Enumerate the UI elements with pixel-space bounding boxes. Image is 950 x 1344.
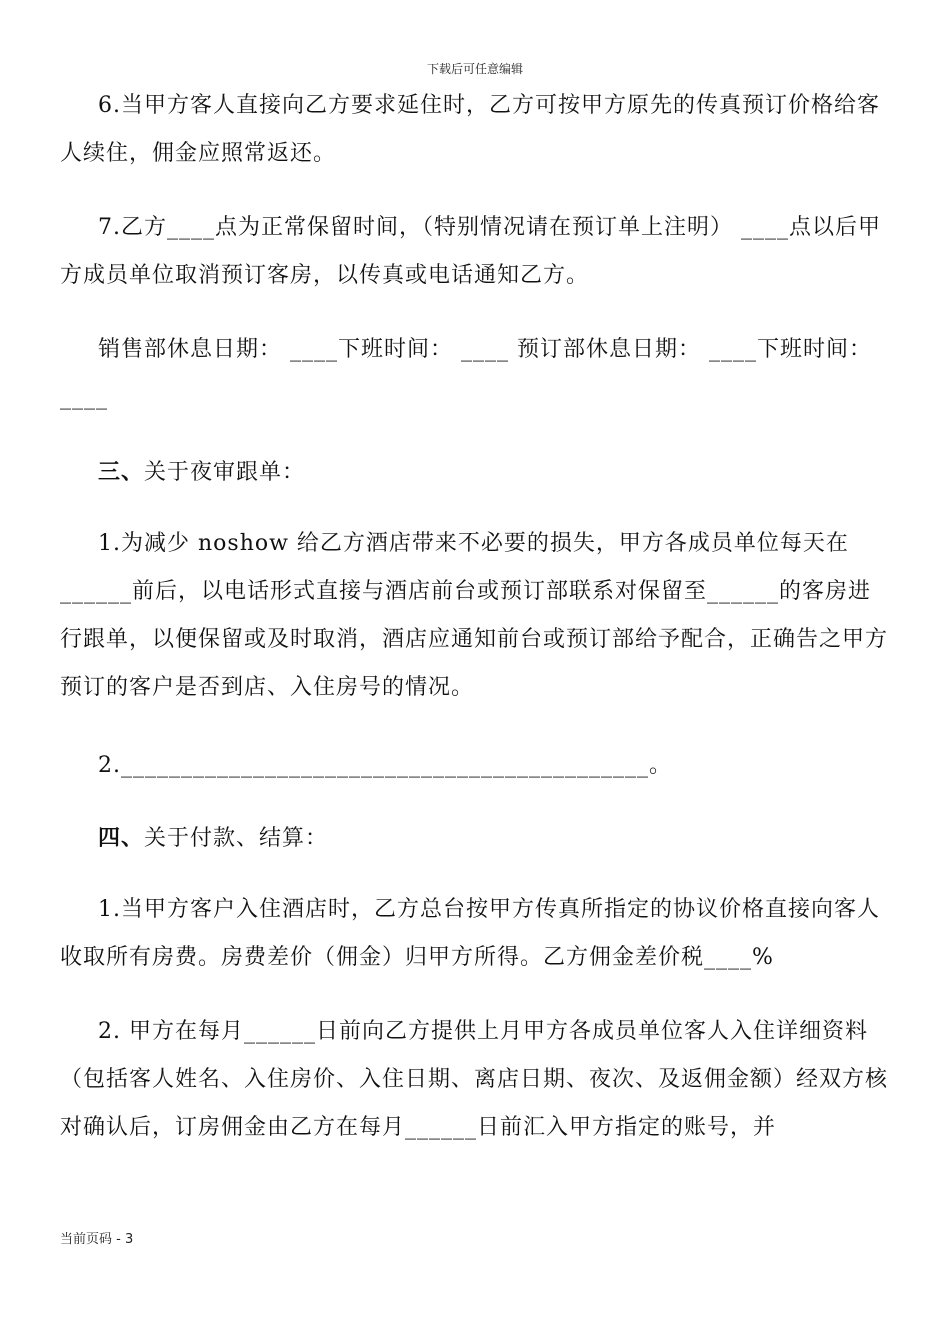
page-number: 当前页码 - 3 — [60, 1232, 134, 1247]
clause-6: 6.当甲方客人直接向乙方要求延住时，乙方可按甲方原先的传真预订价格给客人续住，佣金应照常返还。 — [60, 93, 880, 166]
section-4-heading — [60, 814, 890, 863]
rest-schedule: 销售部休息日期： ____下班时间： ____ 预订部休息日期： ____下班时间： ____ — [60, 337, 872, 410]
section-3-clause-2: 2.____________________________________________。 — [98, 753, 672, 778]
section-4-clause-2: 2. 甲方在每月______日前向乙方提供上月甲方各成员单位客人入住详细资料（包括客人姓名、入住房价、入住日期、离店日期、夜次、及返佣金额）经双方核对确认后，订房佣金由乙方在每月______日前汇入甲方指定的账号，并 — [60, 1019, 889, 1140]
section-4-clause-1: 1.当甲方客户入住酒店时，乙方总台按甲方传真所指定的协议价格直接向客人收取所有房费。房费差价（佣金）归甲方所得。乙方佣金差价税____% — [60, 897, 880, 970]
clause-7: 7.乙方____点为正常保留时间，（特别情况请在预订单上注明） ____点以后甲方成员单位取消预订客房，以传真或电话通知乙方。 — [60, 215, 881, 288]
section-4-title: 关于付款、结算： — [144, 826, 329, 851]
section-3-heading — [60, 448, 890, 497]
section-3-number: 三、 — [98, 459, 145, 485]
section-4-number: 四、 — [98, 825, 145, 851]
section-3-clause-1: 1.为减少 noshow 给乙方酒店带来不必要的损失，甲方各成员单位每天在______前后，以电话形式直接与酒店前台或预订部联系对保留至______的客房进行跟单，以便保留或及时取消，酒店应通知前台或预订部给予配合，正确告之甲方预订的客户是否到店、入住房号的情况。 — [60, 531, 889, 700]
section-3-title: 关于夜审跟单： — [144, 460, 306, 485]
page-header: 下载后可任意编辑 — [426, 62, 523, 76]
